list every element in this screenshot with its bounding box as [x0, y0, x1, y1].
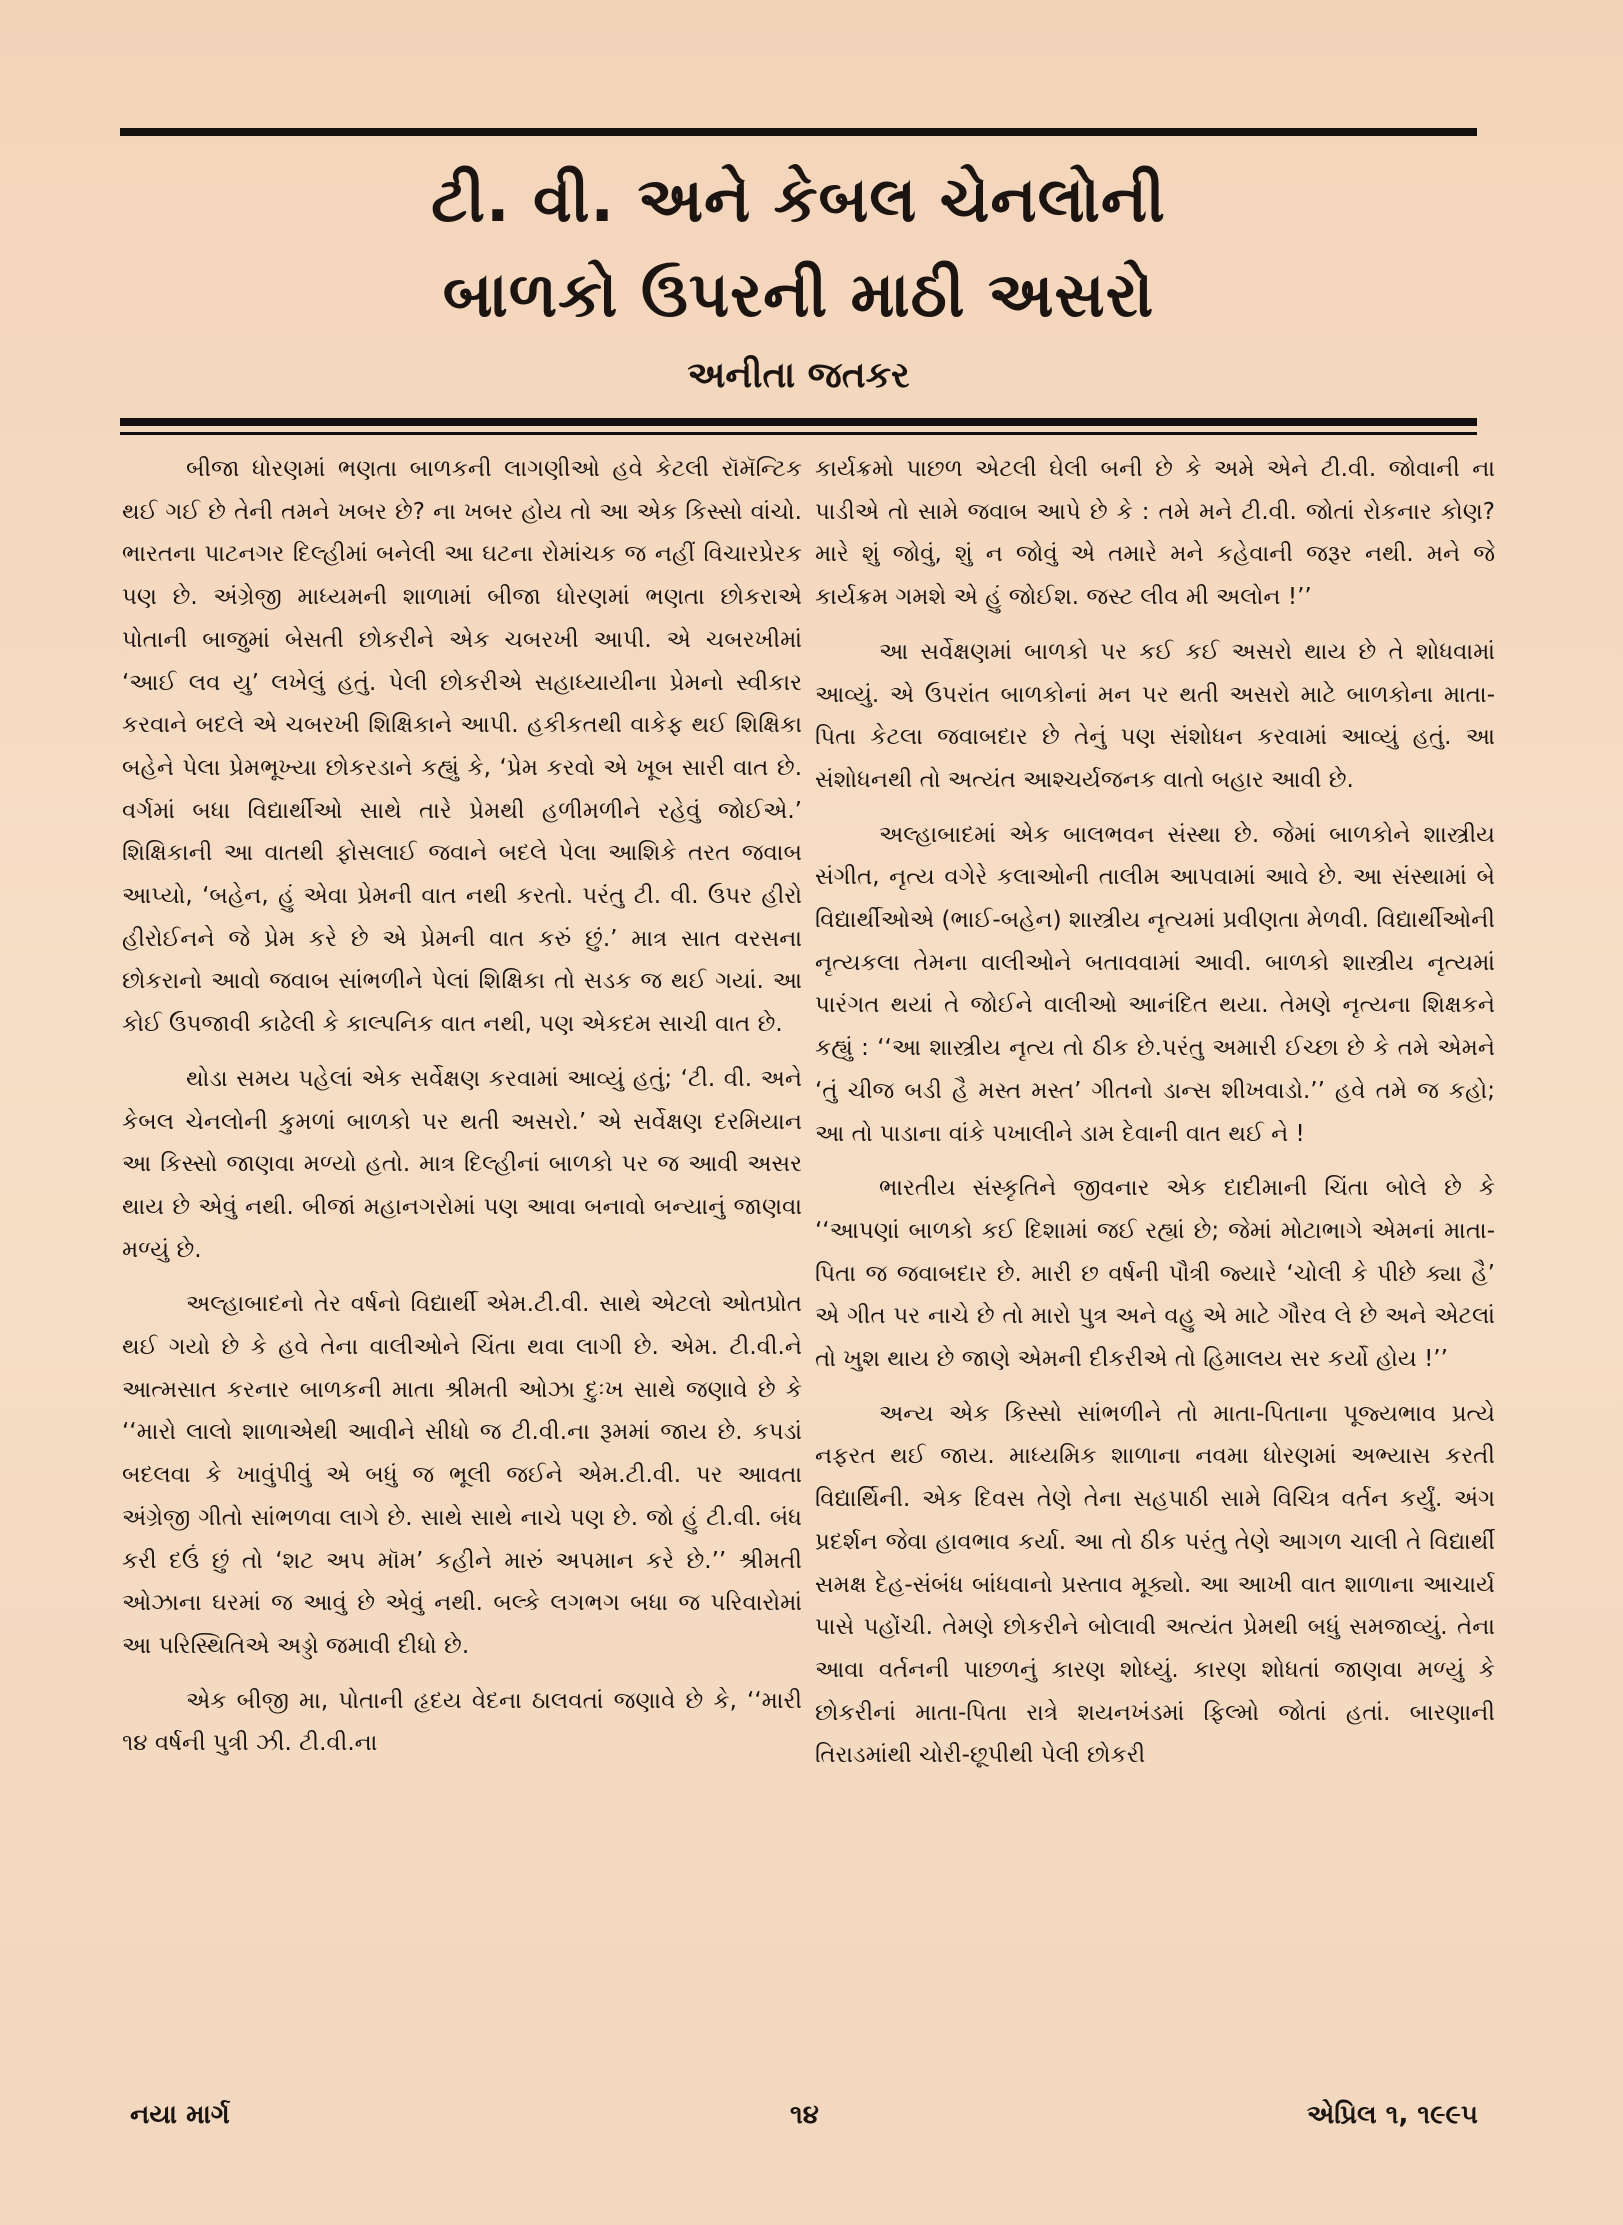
article-column-right	[815, 448, 1495, 2088]
article-column-left	[122, 448, 802, 2088]
paragraph: બીજા ધોરણમાં ભણતા બાળકની લાગણીઓ હવે કેટલી રૉમૅન્ટિક થઈ ગઈ છે તેની તમને ખબર છે? ના ખબર હોય તો આ એક કિસ્સો વાંચો. ભારતના પાટનગર દિલ્હીમાં બનેલી આ ઘટના રોમાંચક જ નહીં વિચારપ્રેરક પણ છે. અંગ્રેજી માધ્યમની શાળામાં બીજા ધોરણમાં ભણતા છોકરાએ પોતાની બાજુમાં બેસતી છોકરીને એક ચબરખી આપી. એ ચબરખીમાં ‘આઈ લવ યુ’ લખેલું હતું. પેલી છોકરીએ સહાધ્યાયીના પ્રેમનો સ્વીકાર કરવાને બદલે એ ચબરખી શિક્ષિકાને આપી. હકીકતથી વાકેફ થઈ શિક્ષિકા બહેને પેલા પ્રેમભૂખ્યા છોકરડાને કહ્યું કે, ‘પ્રેમ કરવો એ ખૂબ સારી વાત છે. વર્ગમાં બધા વિદ્યાર્થીઓ સાથે તારે પ્રેમથી હળીમળીને રહેવું જોઈએ.’ શિક્ષિકાની આ વાતથી ફોસલાઈ જવાને બદલે પેલા આશિકે તરત જવાબ આપ્યો, ‘બહેન, હું એવા પ્રેમની વાત નથી કરતો. પરંતુ ટી. વી. ઉપર હીરો હીરોઈનને જે પ્રેમ કરે છે એ પ્રેમની વાત કરું છું.’ માત્ર સાત વરસના છોકરાનો આવો જવાબ સાંભળીને પેલાં શિક્ષિકા તો સડક જ થઈ ગયાં. આ કોઈ ઉપજાવી કાઢેલી કે કાલ્પનિક વાત નથી, પણ એકદમ સાચી વાત છે.	[122, 456, 802, 1038]
paragraph: થોડા સમય પહેલાં એક સર્વેક્ષણ કરવામાં આવ્યું હતું; ‘ટી. વી. અને કેબલ ચેનલોની કુમળાં બાળકો પર થતી અસરો.’ એ સર્વેક્ષણ દરમિયાન આ કિસ્સો જાણવા મળ્યો હતો. માત્ર દિલ્હીનાં બાળકો પર જ આવી અસર થાય છે એવું નથી. બીજાં મહાનગરોમાં પણ આવા બનાવો બન્યાનું જાણવા મળ્યું છે.	[122, 1065, 802, 1263]
article-title-line-1: ટી. વી. અને કેબલ ચેનલોની	[431, 163, 1166, 236]
header-rule-thin	[120, 432, 1477, 435]
paragraph: આ સર્વેક્ષણમાં બાળકો પર કઈ કઈ અસરો થાય છે તે શોધવામાં આવ્યું. એ ઉપરાંત બાળકોનાં મન પર થતી અસરો માટે બાળકોના માતા-પિતા કેટલા જવાબદાર છે તેનું પણ સંશોધન કરવામાં આવ્યું હતું. આ સંશોધનથી તો અત્યંત આશ્ચર્યજનક વાતો બહાર આવી છે.	[815, 638, 1495, 793]
footer-publication: નયા માર્ગ	[130, 2100, 230, 2130]
article-author: અનીતા જતકર	[687, 355, 910, 396]
header-rule-thick	[120, 418, 1477, 426]
top-rule	[120, 128, 1477, 136]
footer-page-number: ૧૪	[790, 2100, 819, 2130]
paragraph: ભારતીય સંસ્કૃતિને જીવનાર એક દાદીમાની ચિંતા બોલે છે કે ‘‘આપણાં બાળકો કઈ દિશામાં જઈ રહ્યાં છે; જેમાં મોટાભાગે એમનાં માતા-પિતા જ જવાબદાર છે. મારી છ વર્ષની પૌત્રી જ્યારે ‘ચોલી કે પીછે ક્યા હૈ’ એ ગીત પર નાચે છે તો મારો પુત્ર અને વહુ એ માટે ગૌરવ લે છે અને એટલાં તો ખુશ થાય છે જાણે એમની દીકરીએ તો હિમાલય સર કર્યો હોય !’’	[815, 1175, 1495, 1373]
paragraph-continued: કાર્યક્રમો પાછળ એટલી ઘેલી બની છે કે અમે એને ટી.વી. જોવાની ના પાડીએ તો સામે જવાબ આપે છે કે : તમે મને ટી.વી. જોતાં રોકનાર કોણ? મારે શું જોવું, શું ન જોવું એ તમારે મને કહેવાની જરૂર નથી. મને જે કાર્યક્રમ ગમશે એ હું જોઈશ. જસ્ટ લીવ મી અલોન !’’	[815, 456, 1495, 611]
footer-date: એપ્રિલ ૧, ૧૯૯૫	[1306, 2100, 1478, 2130]
paragraph: અલ્હાબાદમાં એક બાલભવન સંસ્થા છે. જેમાં બાળકોને શાસ્ત્રીય સંગીત, નૃત્ય વગેરે કલાઓની તાલીમ આપવામાં આવે છે. આ સંસ્થામાં બે વિદ્યાર્થીઓએ (ભાઈ-બહેન) શાસ્ત્રીય નૃત્યમાં પ્રવીણતા મેળવી. વિદ્યાર્થીઓની નૃત્યકલા તેમના વાલીઓને બતાવવામાં આવી. બાળકો શાસ્ત્રીય નૃત્યમાં પારંગત થયાં તે જોઈને વાલીઓ આનંદિત થયા. તેમણે નૃત્યના શિક્ષકને કહ્યું : ‘‘આ શાસ્ત્રીય નૃત્ય તો ઠીક છે.પરંતુ અમારી ઈચ્છા છે કે તમે એમને ‘તું ચીજ બડી હૈ મસ્ત મસ્ત’ ગીતનો ડાન્સ શીખવાડો.’’ હવે તમે જ કહો; આ તો પાડાના વાંકે પખાલીને ડામ દેવાની વાત થઈ ને !	[815, 821, 1495, 1147]
paragraph: એક બીજી મા, પોતાની હૃદય વેદના ઠાલવતાં જણાવે છે કે, ‘‘મારી ૧૪ વર્ષની પુત્રી ઝી. ટી.વી.ના	[122, 1687, 802, 1757]
paragraph: અન્ય એક કિસ્સો સાંભળીને તો માતા-પિતાના પૂજ્યભાવ પ્રત્યે નફરત થઈ જાય. માધ્યમિક શાળાના નવમા ધોરણમાં અભ્યાસ કરતી વિદ્યાર્થિની. એક દિવસ તેણે તેના સહપાઠી સામે વિચિત્ર વર્તન કર્યું. અંગ પ્રદર્શન જેવા હાવભાવ કર્યા. આ તો ઠીક પરંતુ તેણે આગળ ચાલી તે વિદ્યાર્થી સમક્ષ દેહ-સંબંધ બાંધવાનો પ્રસ્તાવ મૂક્યો. આ આખી વાત શાળાના આચાર્ય પાસે પહોંચી. તેમણે છોકરીને બોલાવી અત્યંત પ્રેમથી બધું સમજાવ્યું. તેના આવા વર્તનની પાછળનું કારણ શોધ્યું. કારણ શોધતાં જાણવા મળ્યું કે છોકરીનાં માતા-પિતા રાત્રે શયનખંડમાં ફિલ્મો જોતાં હતાં. બારણાની તિરાડમાંથી ચોરી-છૂપીથી પેલી છોકરી	[815, 1400, 1495, 1769]
paragraph: અલ્હાબાદનો તેર વર્ષનો વિદ્યાર્થી એમ.ટી.વી. સાથે એટલો ઓતપ્રોત થઈ ગયો છે કે હવે તેના વાલીઓને ચિંતા થવા લાગી છે. એમ. ટી.વી.ને આત્મસાત કરનાર બાળકની માતા શ્રીમતી ઓઝા દુઃખ સાથે જણાવે છે કે ‘‘મારો લાલો શાળાએથી આવીને સીધો જ ટી.વી.ના રૂમમાં જાય છે. કપડાં બદલવા કે ખાવુંપીવું એ બધું જ ભૂલી જઈને એમ.ટી.વી. પર આવતા અંગ્રેજી ગીતો સાંભળવા લાગે છે. સાથે સાથે નાચે પણ છે. જો હું ટી.વી. બંધ કરી દઉં છું તો ‘શટ અપ મૉમ’ કહીને મારું અપમાન કરે છે.’’ શ્રીમતી ઓઝાના ઘરમાં જ આવું છે એવું નથી. બલ્કે લગભગ બધા જ પરિવારોમાં આ પરિસ્થિતિએ અડ્ડો જમાવી દીધો છે.	[122, 1291, 802, 1659]
article-title-line-2: બાળકો ઉપરની માઠી અસરો	[442, 258, 1155, 331]
